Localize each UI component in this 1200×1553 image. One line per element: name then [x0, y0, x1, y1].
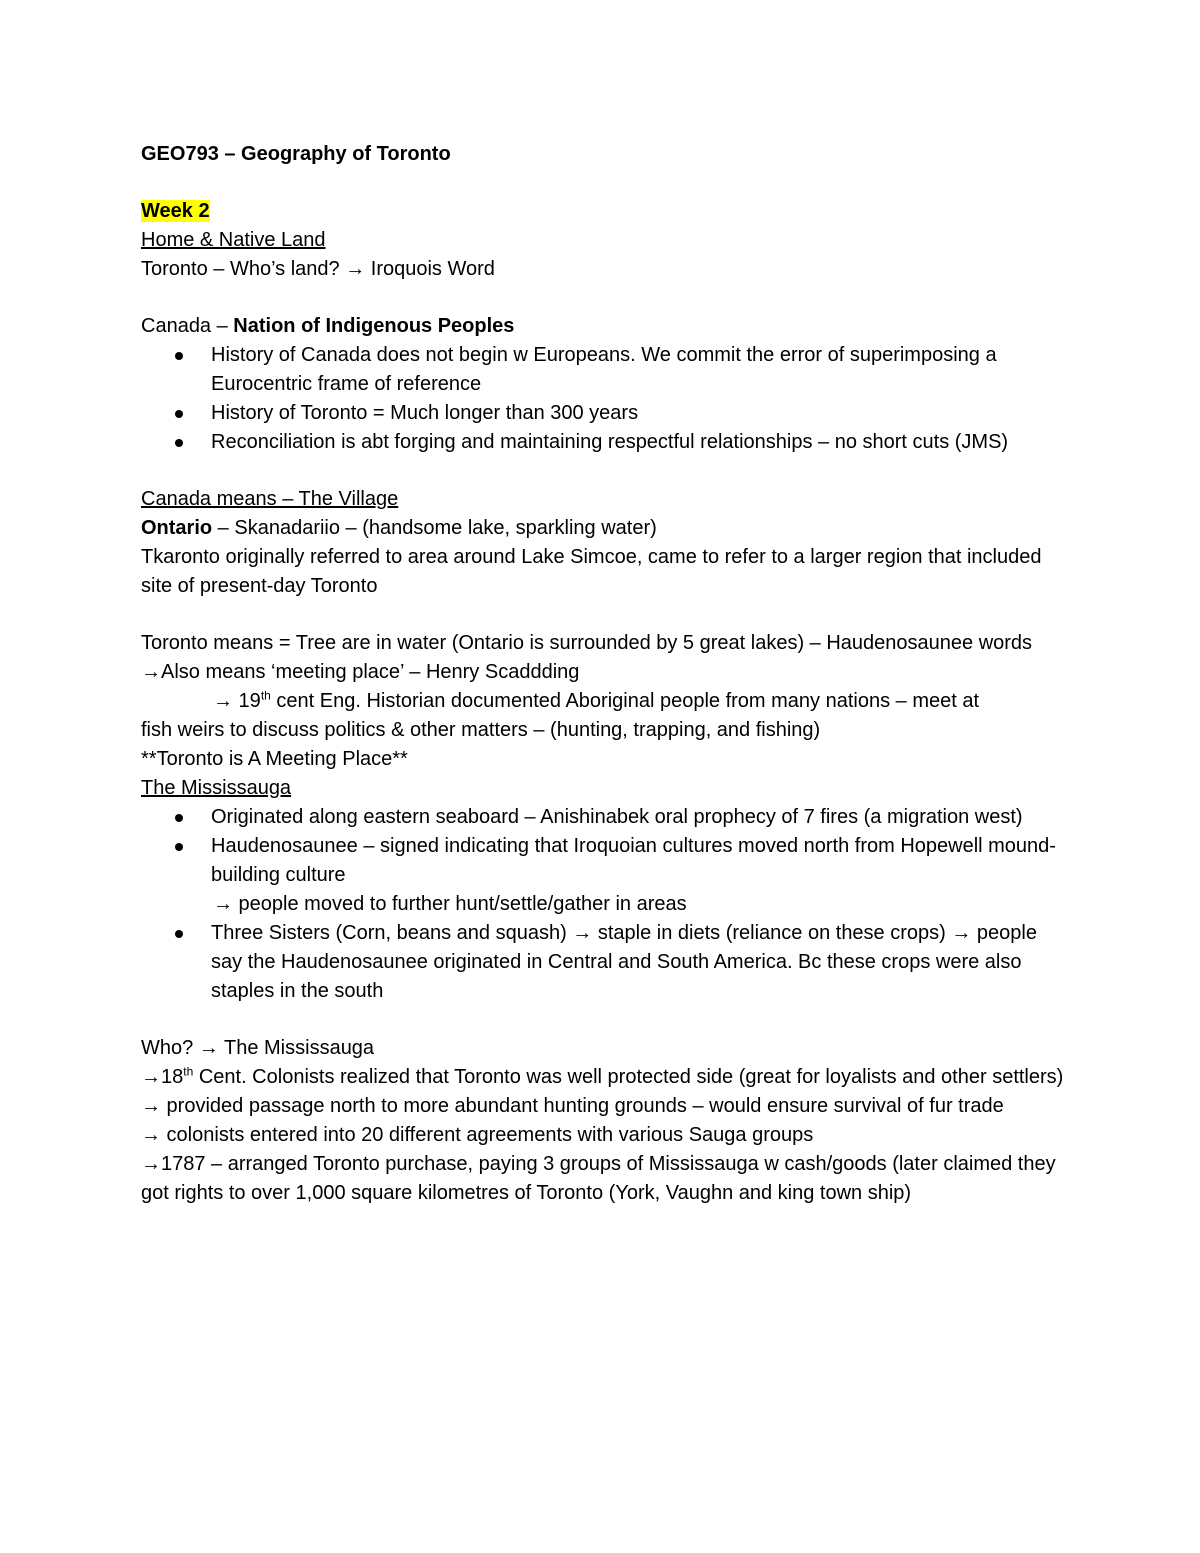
ontario-definition: – Skanadariio – (handsome lake, sparkling water): [212, 517, 657, 539]
spacer: [141, 284, 1071, 312]
bullet-dot-icon: [175, 410, 183, 418]
toronto-whos-land-line: Toronto – Who’s land? → Iroquois Word: [141, 258, 495, 280]
canada-lead: Canada –: [141, 315, 234, 337]
spacer: [141, 457, 1071, 485]
purchase-paragraph: →1787 – arranged Toronto purchase, paying 3 groups of Mississauga w cash/goods (later claimed they got rights to over 1,000 square kilometres of Toronto (York, Vaughn and king town ship): [141, 1153, 1056, 1204]
list-item: [141, 803, 1071, 832]
toronto-means-paragraph: Toronto means = Tree are in water (Ontario is surrounded by 5 great lakes) – Haudenosaunee words: [141, 632, 1033, 654]
eighteenth-text: Cent. Colonists realized that Toronto was well protected side (great for loyalists and other settlers): [193, 1066, 1064, 1088]
bullet-dot-icon: [175, 843, 183, 851]
sub-bullet-text: → people moved to further hunt/settle/gather in areas: [213, 893, 687, 915]
historian-arrow: → 19: [213, 690, 261, 712]
bullet-text: History of Toronto = Much longer than 300 years: [211, 402, 639, 424]
home-native-land-heading: Home & Native Land: [141, 229, 326, 251]
fish-weirs-line: fish weirs to discuss politics & other matters – (hunting, trapping, and fishing): [141, 719, 821, 741]
eighteenth-arrow: →18: [141, 1066, 184, 1088]
who-line: Who? → The Mississauga: [141, 1037, 375, 1059]
spacer: [141, 169, 1071, 197]
document-page: [141, 140, 1071, 1208]
bullet-text: History of Canada does not begin w Europeans. We commit the error of superimposing a Eurocentric frame of reference: [211, 344, 997, 395]
list-item: [141, 399, 1071, 428]
meeting-place-line: →Also means ‘meeting place’ – Henry Scaddding: [141, 661, 580, 683]
bullet-text: Originated along eastern seaboard – Anishinabek oral prophecy of 7 fires (a migration west): [211, 806, 1023, 828]
bullet-text: Three Sisters (Corn, beans and squash) → staple in diets (reliance on these crops) → people say the Haudenosaunee originated in Central and South America. Bc these crops were also staples in the south: [211, 922, 1037, 1002]
mississauga-heading: The Mississauga: [141, 777, 292, 799]
superscript-th: th: [260, 688, 271, 703]
eighteenth-century-paragraph: [141, 1063, 1071, 1092]
document-title: GEO793 – Geography of Toronto: [141, 143, 451, 165]
bullet-dot-icon: [175, 439, 183, 447]
canada-nation-line: [141, 312, 1071, 341]
ontario-term: Ontario: [141, 517, 213, 539]
canada-means-heading: Canada means – The Village: [141, 488, 399, 510]
spacer: [141, 601, 1071, 629]
bullet-dot-icon: [175, 814, 183, 822]
bullet-dot-icon: [175, 930, 183, 938]
bullet-text: Haudenosaunee – signed indicating that Iroquoian cultures moved north from Hopewell mound-building culture: [211, 835, 1056, 886]
agreements-line: → colonists entered into 20 different agreements with various Sauga groups: [141, 1124, 814, 1146]
ontario-line: [141, 514, 1071, 543]
bullet-text: Reconciliation is abt forging and maintaining respectful relationships – no short cuts (JMS): [211, 431, 1009, 453]
superscript-th: th: [183, 1064, 194, 1079]
meeting-place-motto: **Toronto is A Meeting Place**: [141, 748, 408, 770]
canada-bullet-list: [141, 341, 1071, 457]
list-item: [141, 428, 1071, 457]
week-heading: Week 2: [141, 200, 210, 222]
list-item: [141, 919, 1071, 1006]
tkaronto-paragraph: Tkaronto originally referred to area around Lake Simcoe, came to refer to a larger region that included site of present-day Toronto: [141, 546, 1042, 597]
sub-bullet-line: [141, 890, 1071, 919]
nation-of-indigenous-peoples: Nation of Indigenous Peoples: [233, 315, 515, 337]
mississauga-bullet-list-cont: [141, 919, 1071, 1006]
historian-text: cent Eng. Historian documented Aboriginal people from many nations – meet at: [270, 690, 980, 712]
bullet-dot-icon: [175, 352, 183, 360]
historian-line: [141, 687, 1071, 716]
list-item: [141, 341, 1071, 399]
mississauga-bullet-list: [141, 803, 1071, 890]
passage-paragraph: → provided passage north to more abundant hunting grounds – would ensure survival of fur trade: [141, 1095, 1004, 1117]
list-item: [141, 832, 1071, 890]
spacer: [141, 1006, 1071, 1034]
